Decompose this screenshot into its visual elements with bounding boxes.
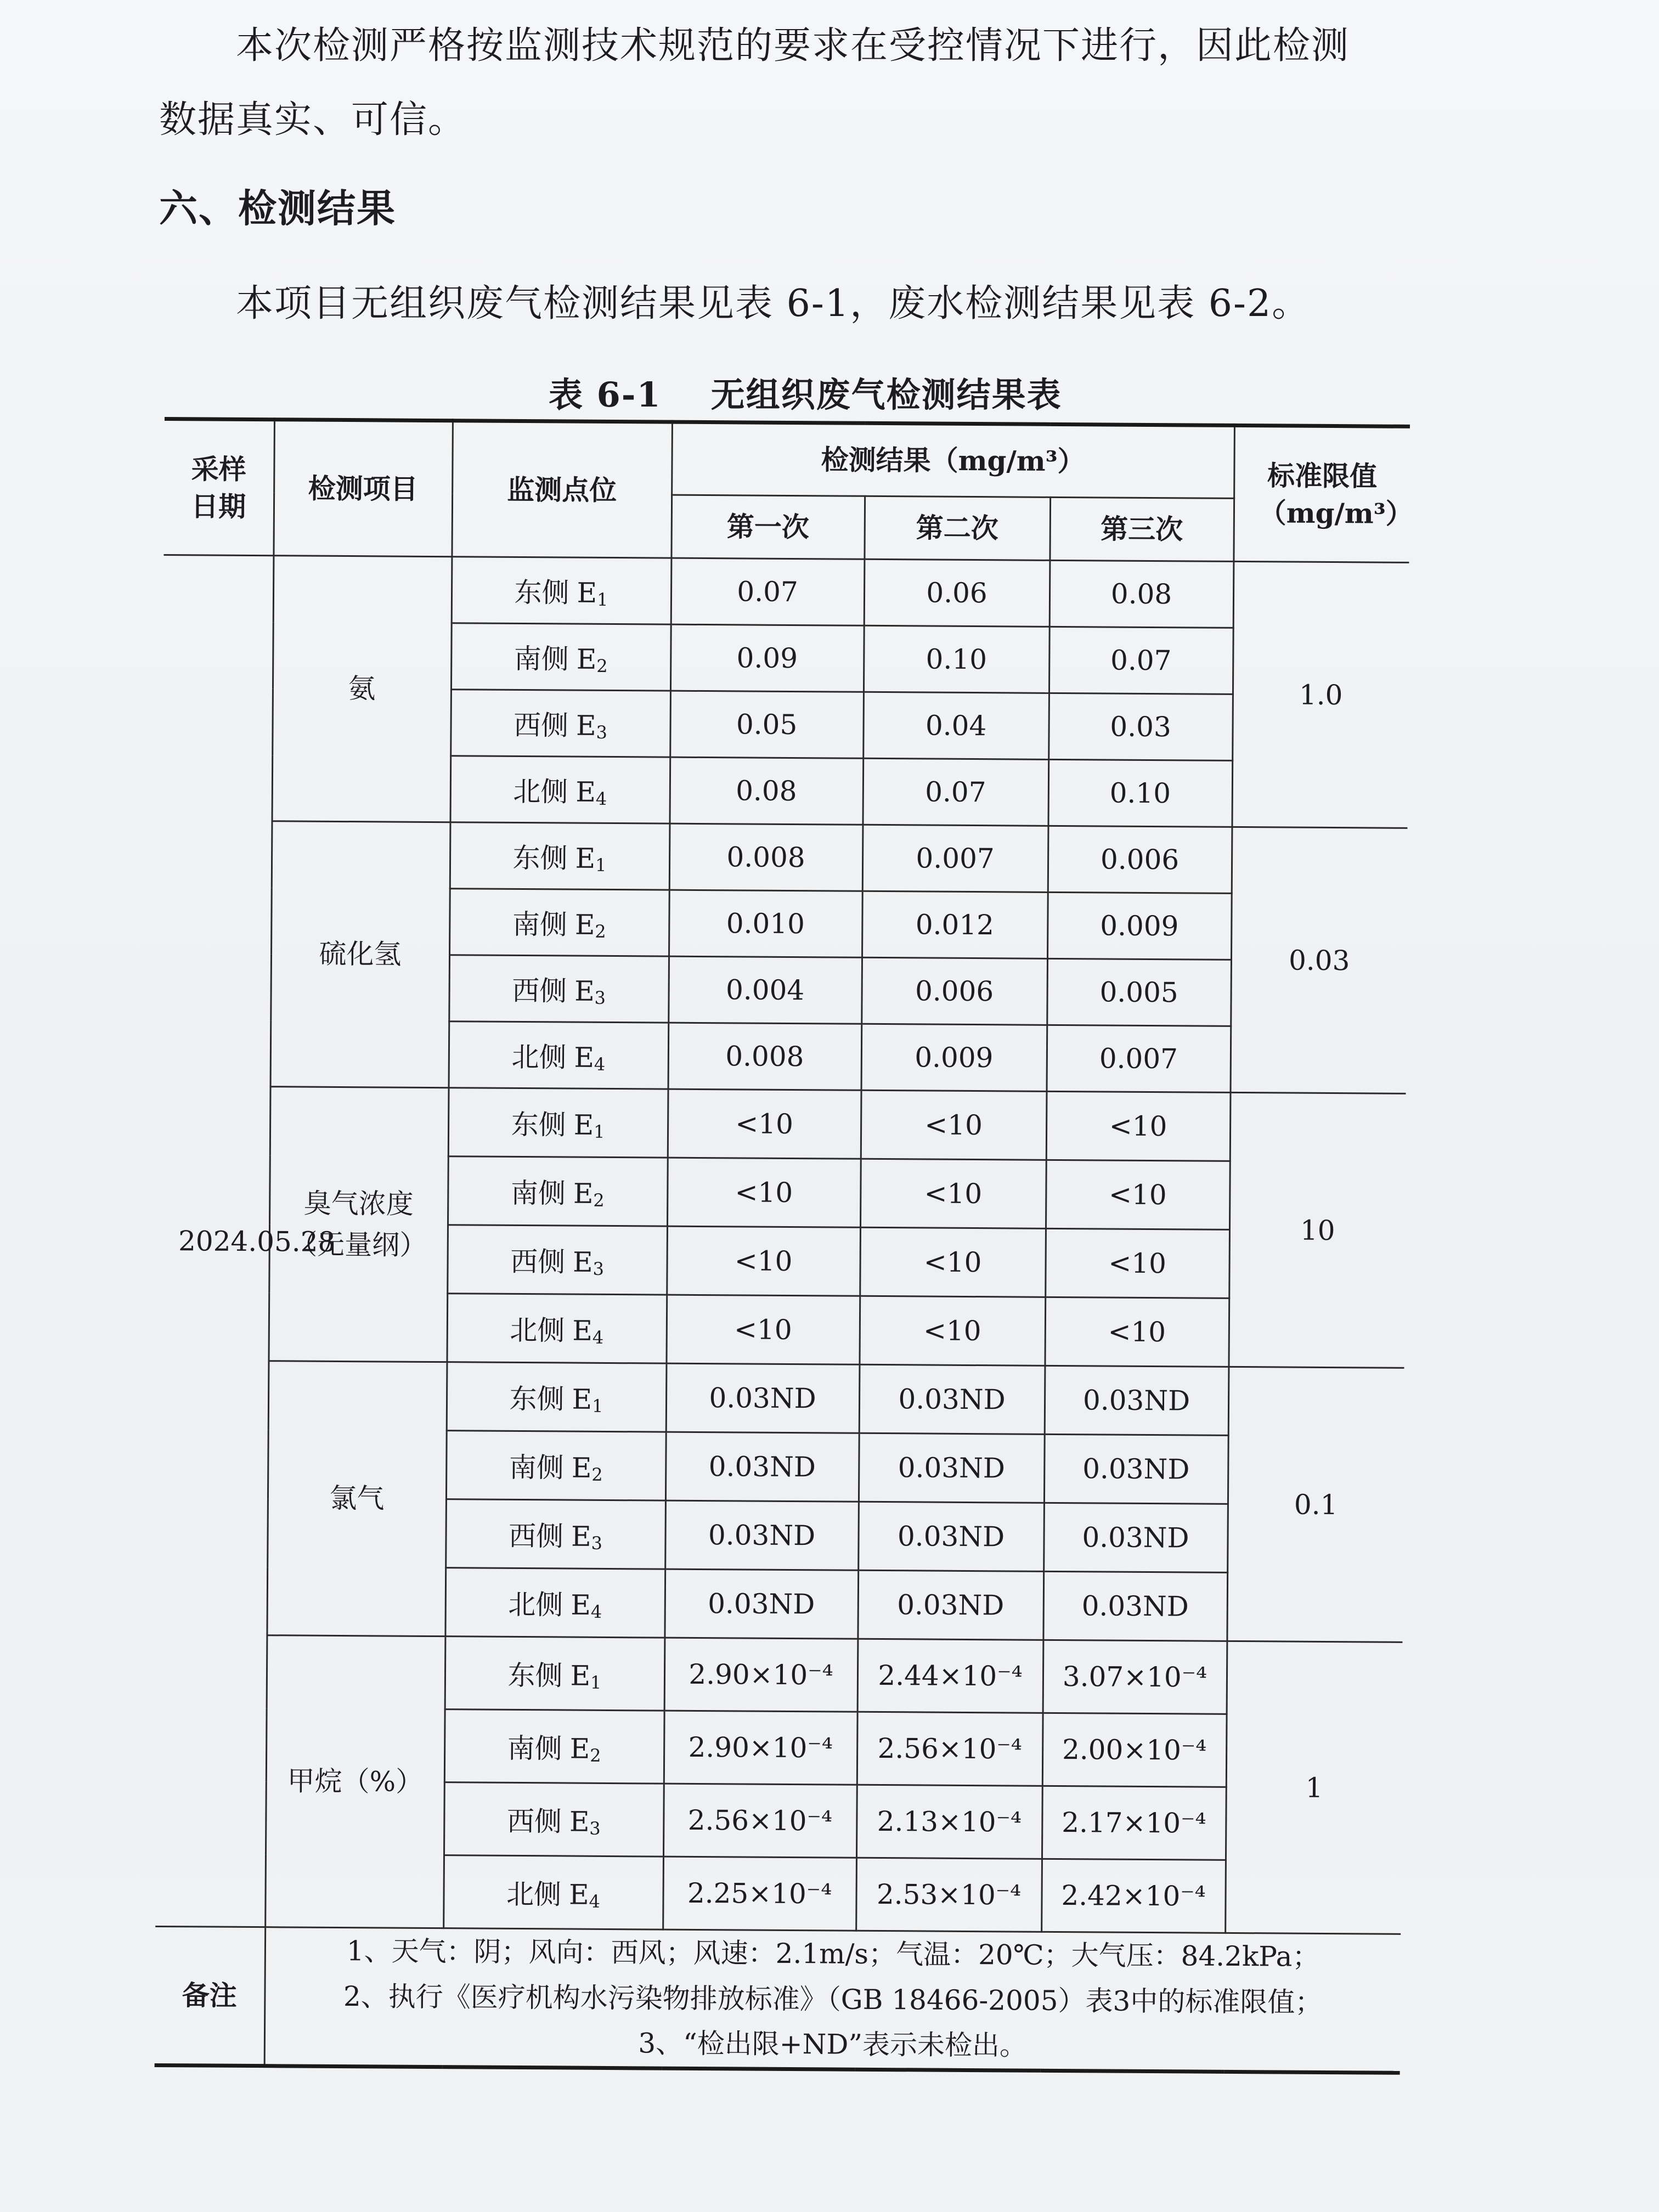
test-item-cell: 硫化氢 <box>270 821 450 1088</box>
intro-paragraph-line-1: 本次检测严格按监测技术规范的要求在受控情况下进行，因此检测 <box>236 24 1350 67</box>
monitoring-point-cell <box>444 1782 664 1857</box>
table-row <box>163 555 1409 629</box>
result-value-cell: 0.009 <box>1047 892 1232 960</box>
point-name: 东侧 <box>512 842 568 874</box>
point-name: 南侧 <box>509 1451 565 1484</box>
result-value-cell: 2.44×10⁻⁴ <box>857 1639 1043 1713</box>
point-code-subscript: 4 <box>594 1053 606 1075</box>
monitoring-point-cell <box>447 1294 667 1363</box>
result-value-cell: <10 <box>667 1226 860 1296</box>
point-name: 南侧 <box>512 908 568 941</box>
point-code: E <box>572 1314 593 1347</box>
monitoring-point-cell <box>450 756 670 823</box>
result-value-cell: 0.10 <box>1048 759 1232 827</box>
result-value-cell: 0.10 <box>864 625 1049 693</box>
point-code-subscript: 1 <box>590 1672 602 1693</box>
result-value-cell: 2.42×10⁻⁴ <box>1041 1859 1226 1933</box>
results-table <box>155 417 1413 2074</box>
result-value-cell: 2.25×10⁻⁴ <box>663 1857 856 1931</box>
point-code: E <box>574 1041 595 1074</box>
results-table-body <box>155 555 1409 1934</box>
point-code-subscript: 2 <box>596 655 608 676</box>
result-value-cell: 0.008 <box>669 823 863 891</box>
point-code-subscript: 3 <box>592 1258 605 1279</box>
remarks-label: 备注 <box>155 1926 266 2066</box>
header-standard-limit: 标准限值（mg/m³） <box>1233 425 1410 562</box>
point-code: E <box>575 709 596 742</box>
monitoring-point-cell <box>444 1709 664 1784</box>
point-code: E <box>577 577 597 609</box>
monitoring-point-cell <box>447 1225 667 1295</box>
point-code-subscript: 3 <box>591 1532 603 1554</box>
point-code: E <box>573 1177 594 1210</box>
point-code-subscript: 4 <box>592 1327 604 1348</box>
point-code-subscript: 4 <box>595 788 607 809</box>
result-value-cell: 0.08 <box>1049 560 1234 628</box>
result-value-cell: 0.08 <box>669 757 863 825</box>
header-third: 第三次 <box>1049 497 1234 561</box>
point-code-subscript: 3 <box>596 721 608 743</box>
standard-limit-cell: 1 <box>1225 1641 1402 1934</box>
result-value-cell: <10 <box>668 1089 861 1159</box>
result-value-cell: 0.03ND <box>1045 1365 1229 1435</box>
point-code: E <box>570 1660 591 1692</box>
result-value-cell: 0.03ND <box>859 1433 1045 1503</box>
result-value-cell: 0.04 <box>863 692 1049 759</box>
point-code: E <box>575 842 596 874</box>
standard-limit-cell: 10 <box>1228 1092 1406 1368</box>
section-title: 六、检测结果 <box>159 185 396 231</box>
result-value-cell: <10 <box>860 1227 1046 1297</box>
point-code-subscript: 3 <box>589 1818 601 1839</box>
table-row <box>160 1086 1406 1162</box>
result-value-cell: 0.06 <box>864 559 1050 627</box>
red-seal-stamp-edge <box>1626 1262 1659 1646</box>
standard-limit-cell: 1.0 <box>1232 561 1409 828</box>
result-value-cell: 0.03ND <box>858 1502 1044 1571</box>
header-second: 第二次 <box>864 496 1050 560</box>
point-name: 北侧 <box>511 1041 567 1074</box>
point-code-subscript: 4 <box>590 1601 602 1622</box>
point-name: 西侧 <box>506 1805 562 1838</box>
result-value-cell: 0.03ND <box>665 1500 859 1570</box>
monitoring-point-cell <box>450 822 670 890</box>
result-value-cell: 2.17×10⁻⁴ <box>1042 1786 1226 1860</box>
result-value-cell: 0.007 <box>862 825 1048 892</box>
point-code: E <box>575 776 596 808</box>
result-value-cell: <10 <box>666 1295 860 1364</box>
point-code: E <box>572 1246 593 1278</box>
point-name: 东侧 <box>507 1659 563 1692</box>
point-name: 西侧 <box>508 1520 564 1553</box>
monitoring-point-cell <box>452 557 672 624</box>
result-value-cell: 0.07 <box>862 758 1048 826</box>
monitoring-point-cell <box>449 1022 669 1089</box>
result-value-cell: <10 <box>1046 1091 1231 1161</box>
remarks-content <box>264 1927 1401 2073</box>
point-code: E <box>569 1733 590 1765</box>
monitoring-point-cell <box>451 623 671 691</box>
point-name: 南侧 <box>507 1732 562 1765</box>
results-intro-paragraph: 本项目无组织废气检测结果见表 6-1，废水检测结果见表 6-2。 <box>236 282 1311 325</box>
point-name: 西侧 <box>510 1245 566 1278</box>
table-caption-number: 表 6-1 <box>549 375 662 415</box>
header-monitoring-point: 监测点位 <box>452 421 672 558</box>
result-value-cell: <10 <box>861 1090 1047 1160</box>
test-item-cell: 臭气浓度（无量纲） <box>268 1087 448 1362</box>
point-name: 北侧 <box>510 1314 565 1347</box>
test-item-cell: 氨 <box>272 556 452 822</box>
point-code: E <box>571 1452 592 1484</box>
result-value-cell: 0.05 <box>670 691 864 758</box>
result-value-cell: 0.007 <box>1047 1025 1231 1092</box>
result-value-cell: 0.004 <box>668 956 862 1024</box>
point-code-subscript: 2 <box>590 1745 601 1766</box>
point-code-subscript: 2 <box>593 1189 605 1211</box>
result-value-cell: <10 <box>1046 1160 1230 1229</box>
header-sampling-date: 采样日期 <box>163 419 274 555</box>
result-value-cell: 2.90×10⁻⁴ <box>664 1711 857 1785</box>
point-name: 南侧 <box>514 642 569 675</box>
sampling-date-cell: 2024.05.28 <box>155 555 273 1927</box>
point-code-subscript: 2 <box>595 921 606 942</box>
result-value-cell: <10 <box>1045 1228 1229 1298</box>
point-code-subscript: 3 <box>594 987 606 1008</box>
result-value-cell: <10 <box>1045 1297 1229 1367</box>
point-name: 东侧 <box>511 1108 566 1141</box>
point-name: 东侧 <box>514 576 569 609</box>
point-code-subscript: 1 <box>594 1121 605 1142</box>
monitoring-point-cell <box>449 889 669 956</box>
result-value-cell: 2.00×10⁻⁴ <box>1042 1713 1227 1787</box>
table-row <box>162 820 1408 894</box>
table-caption-title: 无组织废气检测结果表 <box>710 375 1062 415</box>
result-value-cell: 0.012 <box>862 891 1048 958</box>
monitoring-point-cell <box>448 1156 668 1226</box>
point-code: E <box>574 909 595 941</box>
table-row <box>159 1360 1404 1436</box>
result-value-cell: 0.006 <box>1048 826 1232 893</box>
result-value-cell: 0.03ND <box>666 1363 860 1433</box>
result-value-cell: 2.13×10⁻⁴ <box>856 1785 1042 1859</box>
result-value-cell: 0.006 <box>861 957 1047 1025</box>
monitoring-point-cell <box>448 1088 668 1158</box>
point-name: 北侧 <box>506 1878 562 1911</box>
point-name: 西侧 <box>512 974 567 1007</box>
point-code: E <box>573 1109 594 1141</box>
monitoring-point-cell <box>449 955 669 1023</box>
point-name: 南侧 <box>510 1177 566 1210</box>
result-value-cell: 0.03ND <box>665 1432 859 1502</box>
monitoring-point-cell <box>445 1637 665 1711</box>
table-row <box>157 1634 1403 1715</box>
result-value-cell: 0.03ND <box>1043 1503 1228 1572</box>
point-code: E <box>576 643 597 675</box>
result-value-cell: 0.010 <box>669 890 862 957</box>
point-code: E <box>571 1589 591 1621</box>
table-caption <box>549 368 1062 416</box>
header-first: 第一次 <box>671 495 865 559</box>
remark-line: 1、天气：阴；风向：西风；风速：2.1m/s；气温：20℃；大气压：84.2kPa； <box>346 1935 1320 1973</box>
result-value-cell: 0.03ND <box>1043 1571 1227 1641</box>
result-value-cell: 0.03 <box>1048 693 1233 760</box>
point-code: E <box>571 1520 591 1553</box>
result-value-cell: 0.03ND <box>857 1570 1043 1640</box>
result-value-cell: 0.03ND <box>1044 1434 1228 1504</box>
result-value-cell: 2.53×10⁻⁴ <box>856 1858 1042 1932</box>
test-item-cell: 氯气 <box>267 1361 447 1637</box>
standard-limit-cell: 0.03 <box>1231 827 1408 1093</box>
result-value-cell: 2.90×10⁻⁴ <box>664 1638 858 1712</box>
intro-paragraph-line-2: 数据真实、可信。 <box>159 98 467 142</box>
result-value-cell: <10 <box>667 1158 861 1227</box>
monitoring-point-cell <box>445 1568 665 1638</box>
result-value-cell: 0.07 <box>671 558 865 625</box>
result-value-cell: 0.005 <box>1047 958 1231 1026</box>
result-value-cell: 0.008 <box>668 1023 862 1090</box>
result-value-cell: <10 <box>859 1296 1045 1365</box>
result-value-cell: 3.07×10⁻⁴ <box>1043 1640 1227 1714</box>
header-test-item: 检测项目 <box>273 420 453 557</box>
point-code-subscript: 1 <box>595 854 607 876</box>
result-value-cell: 0.009 <box>861 1024 1047 1091</box>
result-value-cell: 2.56×10⁻⁴ <box>857 1712 1043 1786</box>
point-code-subscript: 4 <box>589 1891 601 1912</box>
point-code: E <box>572 1383 592 1415</box>
standard-limit-cell: 0.1 <box>1227 1367 1404 1642</box>
header-test-result: 检测结果（mg/m³） <box>672 422 1234 498</box>
point-name: 东侧 <box>509 1383 565 1415</box>
result-value-cell: 0.03ND <box>859 1364 1045 1434</box>
monitoring-point-cell <box>445 1499 665 1569</box>
result-value-cell: 0.09 <box>670 624 864 692</box>
result-value-cell: <10 <box>860 1159 1046 1228</box>
point-code: E <box>574 975 595 1007</box>
result-value-cell: 2.56×10⁻⁴ <box>663 1784 857 1858</box>
point-name: 北侧 <box>508 1588 563 1621</box>
result-value-cell: 0.07 <box>1049 627 1233 694</box>
results-table-container <box>155 417 1413 2074</box>
test-item-cell: 甲烷（%） <box>265 1635 445 1928</box>
point-code-subscript: 2 <box>591 1464 603 1485</box>
monitoring-point-cell <box>446 1431 666 1500</box>
remark-line: 3、“检出限+ND”表示未检出。 <box>638 2027 1028 2062</box>
remark-line: 2、执行《医疗机构水污染物排放标准》（GB 18466-2005）表3中的标准限值； <box>343 1980 1323 2018</box>
monitoring-point-cell <box>443 1855 663 1929</box>
point-code: E <box>569 1805 590 1838</box>
monitoring-point-cell <box>447 1362 667 1432</box>
result-value-cell: 0.03ND <box>664 1569 858 1639</box>
remarks-section <box>155 1926 1401 2072</box>
point-code-subscript: 1 <box>591 1395 603 1417</box>
point-code: E <box>568 1878 589 1911</box>
point-name: 西侧 <box>513 709 569 742</box>
point-name: 北侧 <box>513 775 568 808</box>
point-code-subscript: 1 <box>596 589 608 610</box>
monitoring-point-cell <box>450 690 670 757</box>
